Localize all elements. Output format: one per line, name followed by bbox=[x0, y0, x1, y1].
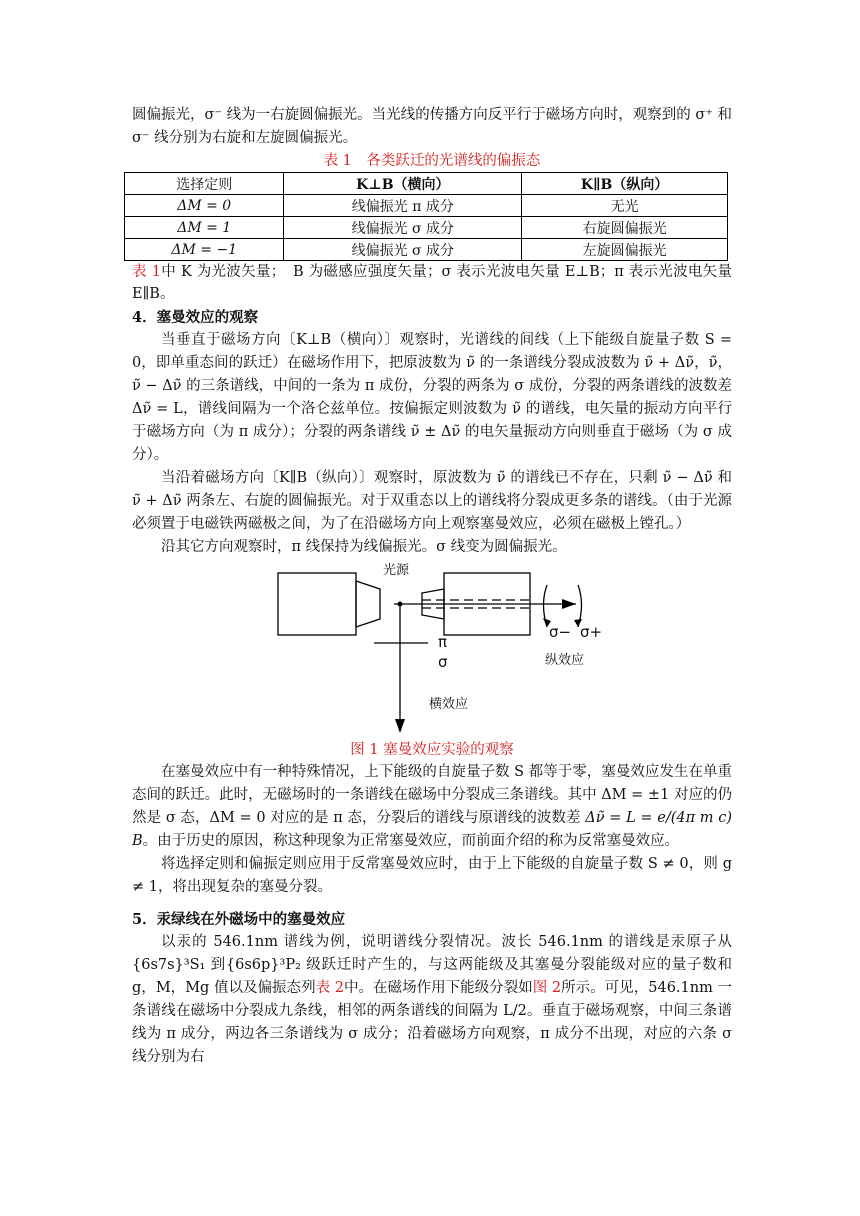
table1-note bbox=[132, 261, 732, 305]
section5-title: 5．汞绿线在外磁场中的塞曼效应 bbox=[132, 911, 346, 928]
paragraph-intro: 圆偏振光，σ⁻ 线为一右旋圆偏振光。当光线的传播方向反平行于磁场方向时，观察到的 σ⁺ 和 σ⁻ 线分别为右旋和左旋圆偏振光。 bbox=[132, 107, 732, 146]
p4-text-end: 。由于历史的原因，称这种现象为正常塞曼效应，而前面介绍的称为反常塞曼效应。 bbox=[142, 833, 680, 849]
table-row bbox=[125, 217, 728, 239]
table-row bbox=[125, 195, 728, 217]
table-cell: 左旋圆偏振光 bbox=[522, 239, 728, 261]
section4-paragraph-4 bbox=[132, 761, 732, 853]
section5-paragraph-1 bbox=[132, 931, 732, 1069]
table1 bbox=[124, 172, 728, 261]
s5-text-c: 所示。可见，546.1nm 一条谱线在磁场中分裂成九条线，相邻的两条谱线的间隔为 L/2。垂直于磁场观察，中间三条谱线为 π 成分，两边各三条谱线为 σ 成分；沿着磁场方向观察，π 成分不出现，对应的六条 σ 线分别为右 bbox=[132, 980, 732, 1065]
section4-paragraph-2: 当沿着磁场方向〔K∥B（纵向）〕观察时，原波数为 ν̃ 的谱线已不存在，只剩 ν̃ − Δν̃ 和 ν̃ + Δν̃ 两条左、右旋的圆偏振光。对于双重态以上的谱线将分裂成更多条的谱线。（由于光源必须置于电磁铁两磁极之间，为了在沿磁场方向上观察塞曼效应，必须在磁极上镗孔。） bbox=[132, 470, 732, 532]
document-page bbox=[132, 104, 732, 1069]
table-header-cell: K⊥B（横向） bbox=[284, 173, 522, 195]
s5-text-b: 中。在磁场作用下能级分裂如 bbox=[343, 980, 533, 996]
figure1-caption: 图 1 塞曼效应实验的观察 bbox=[350, 742, 514, 758]
longitudinal-arrowhead bbox=[562, 599, 576, 609]
table-cell: 线偏振光 σ 成分 bbox=[284, 239, 522, 261]
section4-paragraph-1: 当垂直于磁场方向〔K⊥B（横向）〕观察时，光谱线的间线（上下能级自旋量子数 S = 0，即单重态间的跃迁）在磁场作用下，把原波数为 ν̃ 的一条谱线分裂成波数为 ν̃ + Δν̃，ν̃，ν̃ − Δν̃ 的三条谱线，中间的一条为 π 成份，分裂的两条为 σ 成份，分裂的两条谱线的波数差 Δν̃ = L，谱线间隔为一个洛仑兹单位。按偏振定则波数为 ν̃ 的谱线，电矢量的振动方向平行于磁场方向（为 π 成分）；分裂的两条谱线 ν̃ ± Δν̃ 的电矢量振动方向则垂直于磁场（为 σ 成分）。 bbox=[132, 332, 732, 463]
label-longitudinal-effect: 纵效应 bbox=[545, 653, 585, 668]
table-cell: 无光 bbox=[522, 195, 728, 217]
label-sigma-plus: σ+ bbox=[580, 623, 603, 641]
label-sigma: σ bbox=[438, 653, 448, 671]
label-sigma-minus: σ− bbox=[549, 623, 572, 641]
normal-zeeman-formula: Δν̃ = L = e/(4π m c) B bbox=[132, 810, 733, 849]
figure1 bbox=[132, 563, 732, 739]
ref-table2: 表 2 bbox=[315, 980, 344, 996]
transverse-arrowhead bbox=[395, 719, 405, 733]
s5-text-a: 以汞的 546.1nm 谱线为例，说明谱线分裂情况。波长 546.1nm 的谱线是汞原子从{6s7s}³S₁ 到{6s6p}³P₂ 级跃迁时产生的，与这两能级及其塞曼分裂能级对应的量子数和 g，M，Mg 值以及偏振态列 bbox=[132, 934, 732, 996]
table-header-cell: 选择定则 bbox=[125, 173, 284, 195]
table-cell: ΔM = 0 bbox=[125, 195, 284, 217]
label-pi: π bbox=[438, 633, 448, 651]
table-header-row bbox=[125, 173, 728, 195]
table1-caption: 表 1 各类跃迁的光谱线的偏振态 bbox=[323, 153, 541, 169]
light-source-dot bbox=[398, 602, 403, 607]
left-pole-tip bbox=[356, 581, 380, 627]
table-cell: 线偏振光 σ 成分 bbox=[284, 217, 522, 239]
table-cell: ΔM = −1 bbox=[125, 239, 284, 261]
table-cell: 右旋圆偏振光 bbox=[522, 217, 728, 239]
figure1-diagram bbox=[132, 563, 732, 739]
table-cell: ΔM = 1 bbox=[125, 217, 284, 239]
label-light-source: 光源 bbox=[383, 563, 410, 578]
ref-figure2: 图 2 bbox=[532, 980, 562, 996]
label-transverse-effect: 横效应 bbox=[429, 697, 469, 712]
section4-paragraph-5: 将选择定则和偏振定则应用于反常塞曼效应时，由于上下能级的自旋量子数 S ≠ 0，则 g ≠ 1，将出现复杂的塞曼分裂。 bbox=[132, 856, 732, 895]
table-header-cell: K∥B（纵向） bbox=[522, 173, 728, 195]
section4-title: 4．塞曼效应的观察 bbox=[132, 309, 259, 326]
table1-note-text: 中 K 为光波矢量； B 为磁感应强度矢量；σ 表示光波电矢量 E⊥B；π 表示光波电矢量 E∥B。 bbox=[132, 264, 732, 302]
table-cell: 线偏振光 π 成分 bbox=[284, 195, 522, 217]
p4-text: 在塞曼效应中有一种特殊情况，上下能级的自旋量子数 S 都等于零，塞曼效应发生在单重态间的跃迁。此时，无磁场时的一条谱线在磁场中分裂成三条谱线。其中 ΔM = ±1 对应的仍然是 σ 态，ΔM = 0 对应的是 π 态，分裂后的谱线与原谱线的波数差 bbox=[132, 764, 732, 826]
left-pole bbox=[278, 573, 356, 635]
section4-paragraph-3: 沿其它方向观察时，π 线保持为线偏振光。σ 线变为圆偏振光。 bbox=[161, 539, 567, 555]
table1-note-ref: 表 1 bbox=[132, 264, 161, 280]
table-row bbox=[125, 239, 728, 261]
